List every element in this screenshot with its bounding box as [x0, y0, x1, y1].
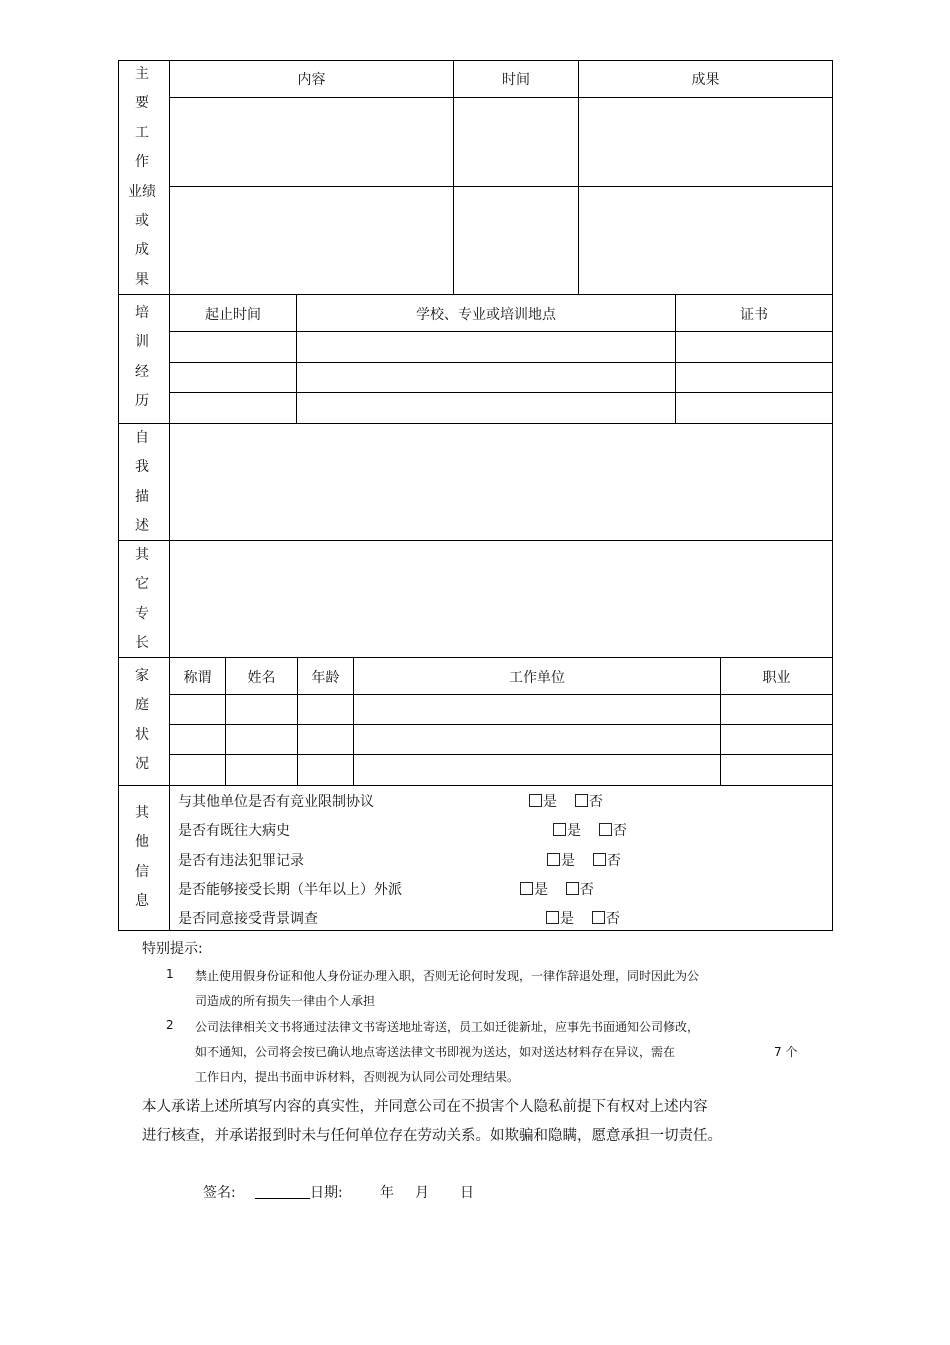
label-char: 历 [135, 393, 149, 410]
day-label: 日 [460, 1185, 474, 1201]
signature-label: 签名: [203, 1185, 236, 1201]
note-2-line-2-tail: 7 个 [774, 1045, 798, 1059]
pledge-line-1: 本人承诺上述所填写内容的真实性，并同意公司在不损害个人隐私前提下有权对上述内容 [142, 1099, 708, 1115]
family-header-name: 姓名 [247, 670, 276, 686]
label-char: 自 [135, 430, 149, 446]
family-header-relation: 称谓 [183, 670, 212, 686]
skills-field[interactable] [170, 541, 832, 657]
family-section-label [127, 662, 157, 780]
yes-checkbox[interactable] [546, 911, 559, 924]
label-char: 业绩 [128, 183, 156, 200]
label-char: 专 [135, 605, 149, 622]
yes-checkbox[interactable] [520, 882, 533, 895]
label-char: 或 [135, 213, 149, 230]
work-input-cell[interactable] [170, 187, 453, 294]
label-char: 其 [135, 547, 149, 563]
yes-label: 是 [560, 911, 574, 927]
no-checkbox[interactable] [593, 853, 606, 866]
family-header-job: 职业 [762, 670, 791, 686]
self-section-label [127, 424, 157, 542]
training-header-cert: 证书 [740, 307, 768, 323]
month-label: 月 [415, 1185, 429, 1201]
yes-label: 是 [543, 794, 557, 810]
label-char: 要 [135, 95, 149, 112]
work-input-cell[interactable] [170, 98, 453, 186]
no-checkbox[interactable] [575, 794, 588, 807]
other-section-label [127, 799, 157, 917]
note-2-line-3: 工作日内，提出书面申诉材料，否则视为认同公司处理结果。 [195, 1070, 520, 1084]
yes-label: 是 [567, 823, 581, 839]
noncompete-options [529, 791, 603, 811]
yes-checkbox[interactable] [553, 823, 566, 836]
training-row[interactable] [170, 363, 832, 392]
note-number: 2 [166, 1018, 174, 1032]
training-row[interactable] [170, 393, 832, 423]
label-char: 述 [135, 518, 149, 535]
no-checkbox[interactable] [592, 911, 605, 924]
label-char: 它 [135, 576, 149, 593]
family-row[interactable] [170, 725, 832, 754]
family-header-employer: 工作单位 [509, 670, 565, 686]
label-char: 成 [135, 242, 149, 259]
training-header-period: 起止时间 [205, 307, 261, 323]
year-label: 年 [380, 1185, 394, 1201]
label-char: 作 [135, 154, 149, 171]
label-char: 我 [135, 459, 149, 476]
label-char: 他 [135, 834, 149, 851]
illness-options [553, 820, 627, 840]
no-label: 否 [605, 911, 620, 927]
note-number: 1 [166, 967, 174, 981]
label-char: 经 [135, 363, 149, 380]
no-label: 否 [579, 882, 594, 898]
label-char: 长 [135, 635, 149, 652]
no-label: 否 [612, 823, 627, 839]
no-label: 否 [588, 794, 603, 810]
yes-label: 是 [561, 853, 575, 869]
label-char: 工 [135, 124, 149, 141]
note-1-line-2: 司造成的所有损失一律由个人承担 [195, 994, 376, 1008]
training-section-label [127, 299, 157, 417]
question-criminal: 是否有违法犯罪记录 [178, 853, 304, 869]
notes-title: 特别提示: [142, 941, 203, 957]
training-row[interactable] [170, 332, 832, 362]
pledge-line-2: 进行核查，并承诺报到时未与任何单位存在劳动关系。如欺骗和隐瞒，愿意承担一切责任。 [142, 1128, 722, 1144]
label-char: 信 [135, 863, 149, 880]
work-input-cell[interactable] [579, 187, 832, 294]
no-checkbox[interactable] [566, 882, 579, 895]
date-label: 日期: [310, 1185, 343, 1201]
note-1-line-1: 禁止使用假身份证和他人身份证办理入职，否则无论何时发现，一律作辞退处理，同时因此为公 [195, 969, 700, 983]
question-noncompete: 与其他单位是否有竞业限制协议 [178, 794, 374, 810]
no-label: 否 [606, 853, 621, 869]
label-char: 息 [135, 893, 149, 910]
label-char: 其 [135, 805, 149, 821]
label-char: 状 [135, 726, 149, 743]
work-input-cell[interactable] [454, 98, 578, 186]
work-section-label [127, 60, 157, 295]
family-row[interactable] [170, 755, 832, 785]
question-background-check: 是否同意接受背景调查 [178, 911, 318, 927]
work-header-time: 时间 [502, 72, 530, 88]
label-char: 培 [135, 305, 149, 321]
work-header-result: 成果 [691, 72, 720, 88]
work-header-content: 内容 [297, 72, 326, 88]
yes-checkbox[interactable] [529, 794, 542, 807]
background-check-options [546, 908, 620, 928]
yes-label: 是 [534, 882, 548, 898]
criminal-options [547, 850, 621, 870]
work-input-cell[interactable] [454, 187, 578, 294]
assignment-options [520, 879, 594, 899]
label-char: 描 [135, 488, 149, 505]
no-checkbox[interactable] [599, 823, 612, 836]
yes-checkbox[interactable] [547, 853, 560, 866]
label-char: 家 [135, 668, 149, 684]
family-header-age: 年龄 [311, 670, 340, 686]
note-2-line-1: 公司法律相关文书将通过法律文书寄送地址寄送，员工如迁徙新址，应事先书面通知公司修改， [195, 1020, 700, 1034]
label-char: 庭 [135, 697, 149, 714]
skills-section-label [127, 541, 157, 659]
self-description-field[interactable] [170, 424, 832, 540]
label-char: 主 [135, 66, 149, 82]
question-illness: 是否有既往大病史 [178, 823, 290, 839]
family-row[interactable] [170, 695, 832, 724]
question-assignment: 是否能够接受长期（半年以上）外派 [178, 882, 402, 898]
label-char: 果 [135, 271, 149, 288]
note-2-line-2: 如不通知，公司将会按已确认地点寄送法律文书即视为送达，如对送达材料存在异议，需在 [195, 1045, 676, 1059]
training-header-school: 学校、专业或培训地点 [416, 307, 556, 323]
label-char: 训 [135, 334, 149, 351]
work-input-cell[interactable] [579, 98, 832, 186]
signature-field[interactable] [255, 1184, 310, 1199]
label-char: 况 [135, 756, 149, 773]
